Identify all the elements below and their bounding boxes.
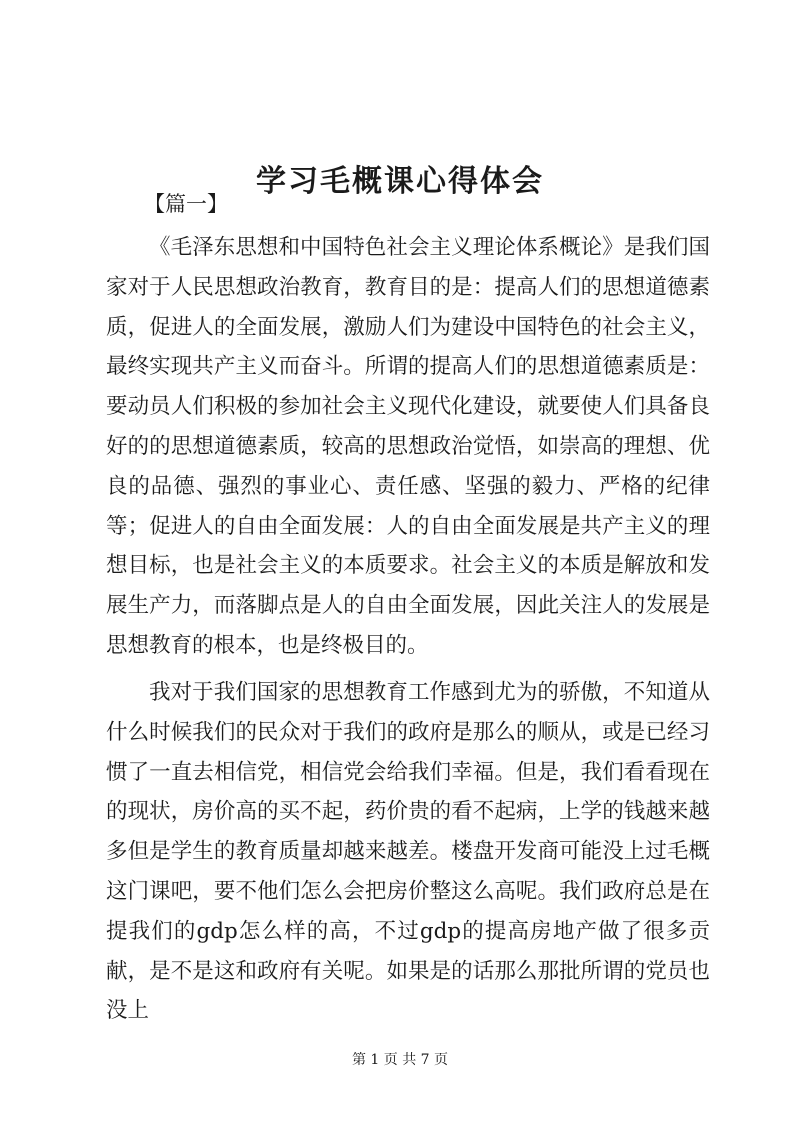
paragraph-2: 我对于我们国家的思想教育工作感到尤为的骄傲，不知道从什么时候我们的民众对于我们的政府是那么的顺从，或是已经习惯了一直去相信党，相信党会给我们幸福。但是，我们看看现在的现状，房价高的买不起，药价贵的看不起病，上学的钱越来越多但是学生的教育质量却越来越差。楼盘开发商可能没上过毛概这门课吧，要不他们怎么会把房价整这么高呢。我们政府总是在提我们的gdp怎么样的高，不过gdp的提高房地产做了很多贡献，是不是这和政府有关呢。如果是的话那么那批所谓的党员也没上 — [106, 680, 710, 1024]
page-footer: 第 1 页 共 7 页 — [351, 1052, 449, 1068]
document-title: 学习毛概课心得体会 — [256, 164, 544, 200]
paragraph-1: 《毛泽东思想和中国特色社会主义理论体系概论》是我们国家对于人民思想政治教育，教育目的是：提高人们的思想道德素质，促进人的全面发展，激励人们为建设中国特色的社会主义，最终实现共产主义而奋斗。所谓的提高人们的思想道德素质是：要动员人们积极的参加社会主义现代化建设，就要使人们具备良好的的思想道德素质，较高的思想政治觉悟，如崇高的理想、优良的品德、强烈的事业心、责任感、坚强的毅力、严格的纪律等；促进人的自由全面发展：人的自由全面发展是共产主义的理想目标，也是社会主义的本质要求。社会主义的本质是解放和发展生产力，而落脚点是人的自由全面发展，因此关注人的发展是思想教育的根本，也是终极目的。 — [106, 235, 710, 658]
section-heading: 【篇一】 — [144, 192, 228, 216]
